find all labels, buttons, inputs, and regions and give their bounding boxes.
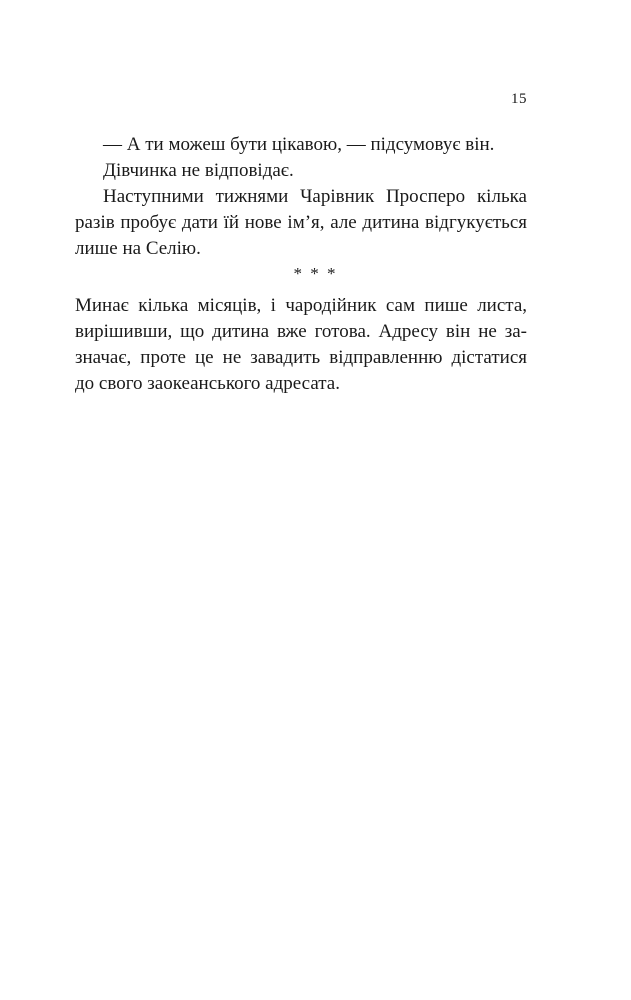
text-line: лише на Селію. bbox=[75, 238, 201, 259]
text-line: — А ти можеш бути цікавою, — підсумовує він. bbox=[103, 134, 495, 155]
section-separator: * * * bbox=[293, 264, 338, 283]
text-block-narrative bbox=[75, 293, 527, 397]
page-number: 15 bbox=[511, 91, 527, 107]
text-line: Минає кілька місяців, і чародійник сам пише листа, bbox=[75, 295, 527, 316]
text-line: до свого заокеанського адресата. bbox=[75, 373, 340, 394]
text-line: вирішивши, що дитина вже готова. Адресу він не за- bbox=[75, 321, 527, 342]
text-line: значає, проте це не завадить відправленню дістатися bbox=[75, 347, 527, 368]
text-line: разів пробує дати їй нове ім’я, але дитина відгукується bbox=[75, 212, 527, 233]
text-line: Наступними тижнями Чарівник Просперо кілька bbox=[103, 186, 527, 207]
text-line: Дівчинка не відповідає. bbox=[103, 160, 294, 181]
text-block-dialogue bbox=[75, 132, 527, 262]
